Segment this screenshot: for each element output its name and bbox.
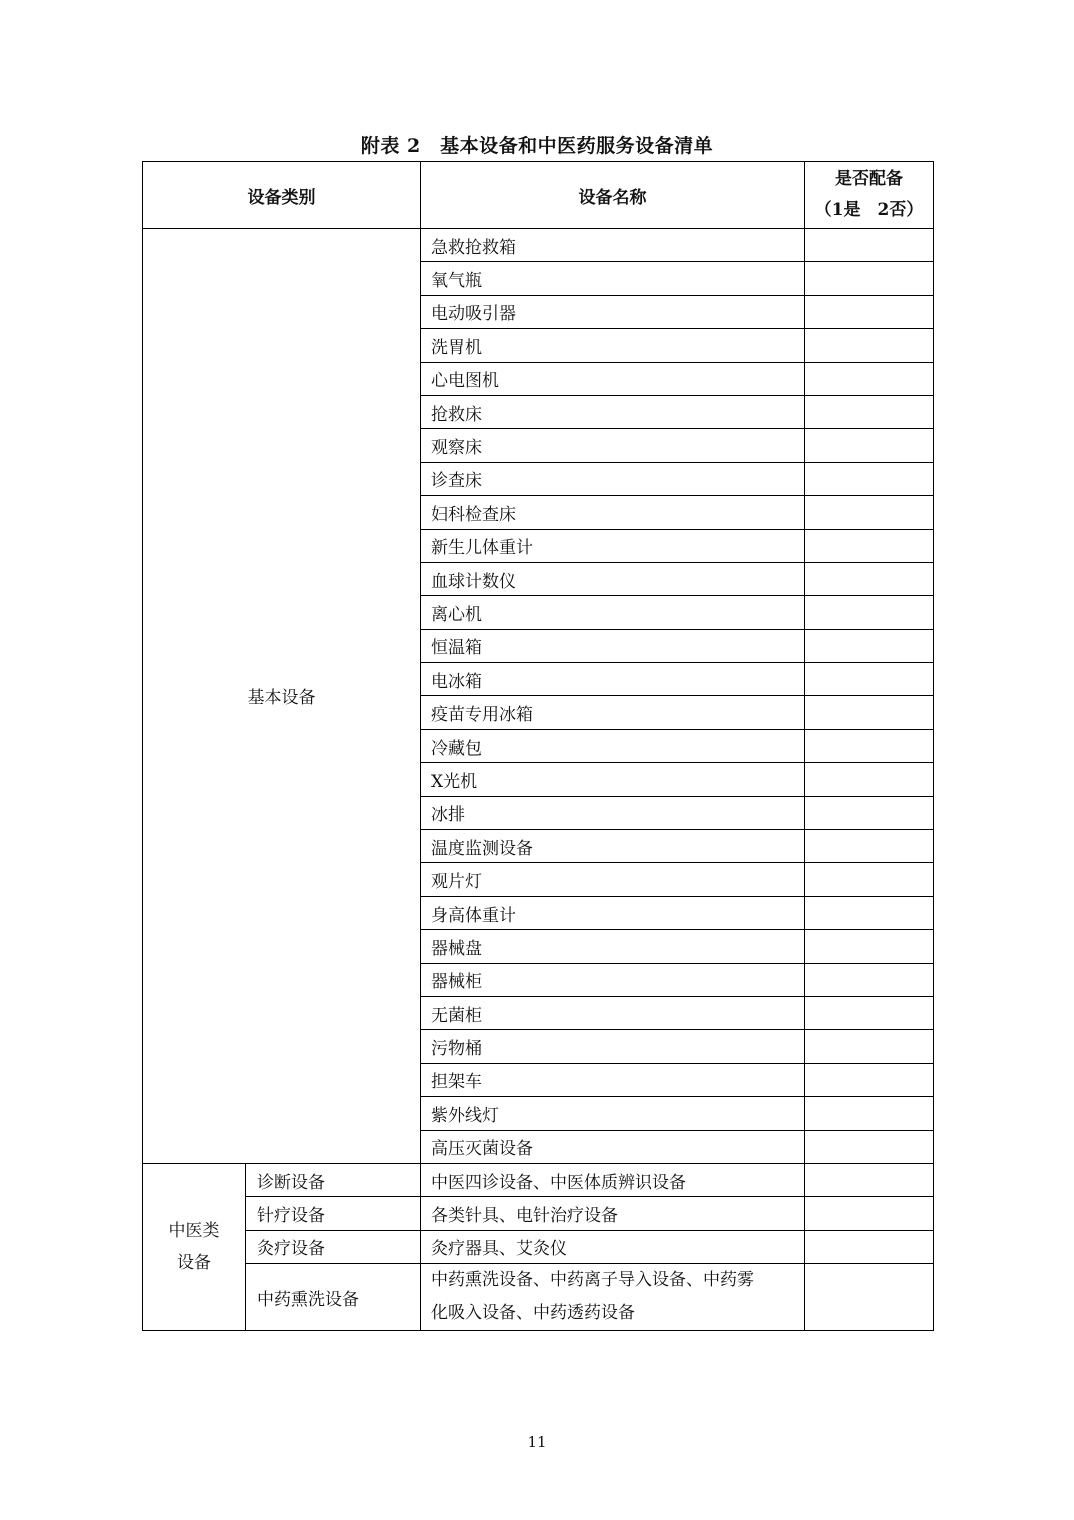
equipment-name: 电动吸引器 bbox=[421, 295, 805, 328]
equipment-name: 急救抢救箱 bbox=[421, 229, 805, 262]
equipment-name: 灸疗器具、艾灸仪 bbox=[421, 1230, 805, 1263]
equipment-name: 恒温箱 bbox=[421, 629, 805, 662]
header-equipped-line2: （1是 2否） bbox=[814, 200, 924, 220]
equipped-cell[interactable] bbox=[805, 763, 934, 796]
equipped-cell[interactable] bbox=[805, 629, 934, 662]
table-title: 附表 2 基本设备和中医药服务设备清单 bbox=[360, 135, 714, 157]
equipment-name: 身高体重计 bbox=[421, 896, 805, 929]
equipment-name: 血球计数仪 bbox=[421, 562, 805, 595]
equipment-name: 观察床 bbox=[421, 429, 805, 462]
equipped-cell[interactable] bbox=[805, 1097, 934, 1130]
equipment-name: 器械盘 bbox=[421, 930, 805, 963]
page-number: 11 bbox=[527, 1433, 547, 1451]
equipped-cell[interactable] bbox=[805, 362, 934, 395]
equipped-cell[interactable] bbox=[805, 429, 934, 462]
equipment-name: 冰排 bbox=[421, 796, 805, 829]
equipped-cell[interactable] bbox=[805, 1130, 934, 1163]
equipped-cell[interactable] bbox=[805, 863, 934, 896]
equipment-name: 担架车 bbox=[421, 1063, 805, 1096]
table-row bbox=[143, 1163, 934, 1196]
equipped-cell[interactable] bbox=[805, 262, 934, 295]
equipped-cell[interactable] bbox=[805, 930, 934, 963]
equipment-name: 疫苗专用冰箱 bbox=[421, 696, 805, 729]
equipment-name: 高压灭菌设备 bbox=[421, 1130, 805, 1163]
equipment-name: 洗胃机 bbox=[421, 329, 805, 362]
tcm-subcategory: 诊断设备 bbox=[246, 1163, 421, 1196]
equipment-name: 观片灯 bbox=[421, 863, 805, 896]
equipment-name: 温度监测设备 bbox=[421, 830, 805, 863]
equipped-cell[interactable] bbox=[805, 1063, 934, 1096]
tcm-subcategory: 灸疗设备 bbox=[246, 1230, 421, 1263]
equipment-name-line2: 化吸入设备、中药透药设备 bbox=[431, 1303, 635, 1324]
table-row bbox=[143, 229, 934, 262]
equipment-name: 冷藏包 bbox=[421, 729, 805, 762]
equipment-name: 妇科检查床 bbox=[421, 496, 805, 529]
equipped-cell[interactable] bbox=[805, 229, 934, 262]
equipment-name: 抢救床 bbox=[421, 395, 805, 428]
equipment-name: 心电图机 bbox=[421, 362, 805, 395]
header-category: 设备类别 bbox=[143, 162, 421, 229]
equipment-name: 电冰箱 bbox=[421, 663, 805, 696]
equipped-cell[interactable] bbox=[805, 996, 934, 1029]
equipped-cell[interactable] bbox=[805, 896, 934, 929]
equipment-name: 紫外线灯 bbox=[421, 1097, 805, 1130]
equipped-cell[interactable] bbox=[805, 496, 934, 529]
table-row bbox=[143, 1230, 934, 1263]
equipment-name bbox=[421, 1264, 805, 1331]
equipment-name: 器械柜 bbox=[421, 963, 805, 996]
equipment-name: 氧气瓶 bbox=[421, 262, 805, 295]
basic-category: 基本设备 bbox=[143, 229, 421, 1164]
tcm-subcategory: 中药熏洗设备 bbox=[246, 1264, 421, 1331]
equipment-name: 诊查床 bbox=[421, 462, 805, 495]
equipment-name: 各类针具、电针治疗设备 bbox=[421, 1197, 805, 1230]
equipment-name: X光机 bbox=[421, 763, 805, 796]
tcm-subcategory: 针疗设备 bbox=[246, 1197, 421, 1230]
equipment-name: 离心机 bbox=[421, 596, 805, 629]
equipped-cell[interactable] bbox=[805, 830, 934, 863]
equipped-cell[interactable] bbox=[805, 796, 934, 829]
equipped-cell[interactable] bbox=[805, 1163, 934, 1196]
equipped-cell[interactable] bbox=[805, 696, 934, 729]
tcm-category bbox=[143, 1163, 246, 1330]
equipment-name: 污物桶 bbox=[421, 1030, 805, 1063]
equipment-name-line1: 中药熏洗设备、中药离子导入设备、中药雾 bbox=[431, 1270, 754, 1291]
equipment-table bbox=[142, 161, 934, 1331]
equipped-cell[interactable] bbox=[805, 1230, 934, 1263]
header-name: 设备名称 bbox=[421, 162, 805, 229]
equipped-cell[interactable] bbox=[805, 729, 934, 762]
table-row bbox=[143, 1264, 934, 1331]
equipped-cell[interactable] bbox=[805, 963, 934, 996]
equipped-cell[interactable] bbox=[805, 1264, 934, 1331]
table-row bbox=[143, 1197, 934, 1230]
equipment-name: 新生儿体重计 bbox=[421, 529, 805, 562]
equipped-cell[interactable] bbox=[805, 596, 934, 629]
equipped-cell[interactable] bbox=[805, 329, 934, 362]
header-equipped bbox=[805, 162, 934, 229]
equipped-cell[interactable] bbox=[805, 663, 934, 696]
equipment-name: 无菌柜 bbox=[421, 996, 805, 1029]
equipped-cell[interactable] bbox=[805, 562, 934, 595]
tcm-category-line2: 设备 bbox=[177, 1253, 211, 1274]
tcm-category-line1: 中医类 bbox=[168, 1221, 220, 1242]
equipped-cell[interactable] bbox=[805, 295, 934, 328]
header-row bbox=[143, 162, 934, 229]
equipped-cell[interactable] bbox=[805, 462, 934, 495]
equipped-cell[interactable] bbox=[805, 1030, 934, 1063]
equipment-name: 中医四诊设备、中医体质辨识设备 bbox=[421, 1163, 805, 1196]
equipped-cell[interactable] bbox=[805, 1197, 934, 1230]
header-equipped-line1: 是否配备 bbox=[835, 169, 903, 189]
equipped-cell[interactable] bbox=[805, 395, 934, 428]
equipped-cell[interactable] bbox=[805, 529, 934, 562]
